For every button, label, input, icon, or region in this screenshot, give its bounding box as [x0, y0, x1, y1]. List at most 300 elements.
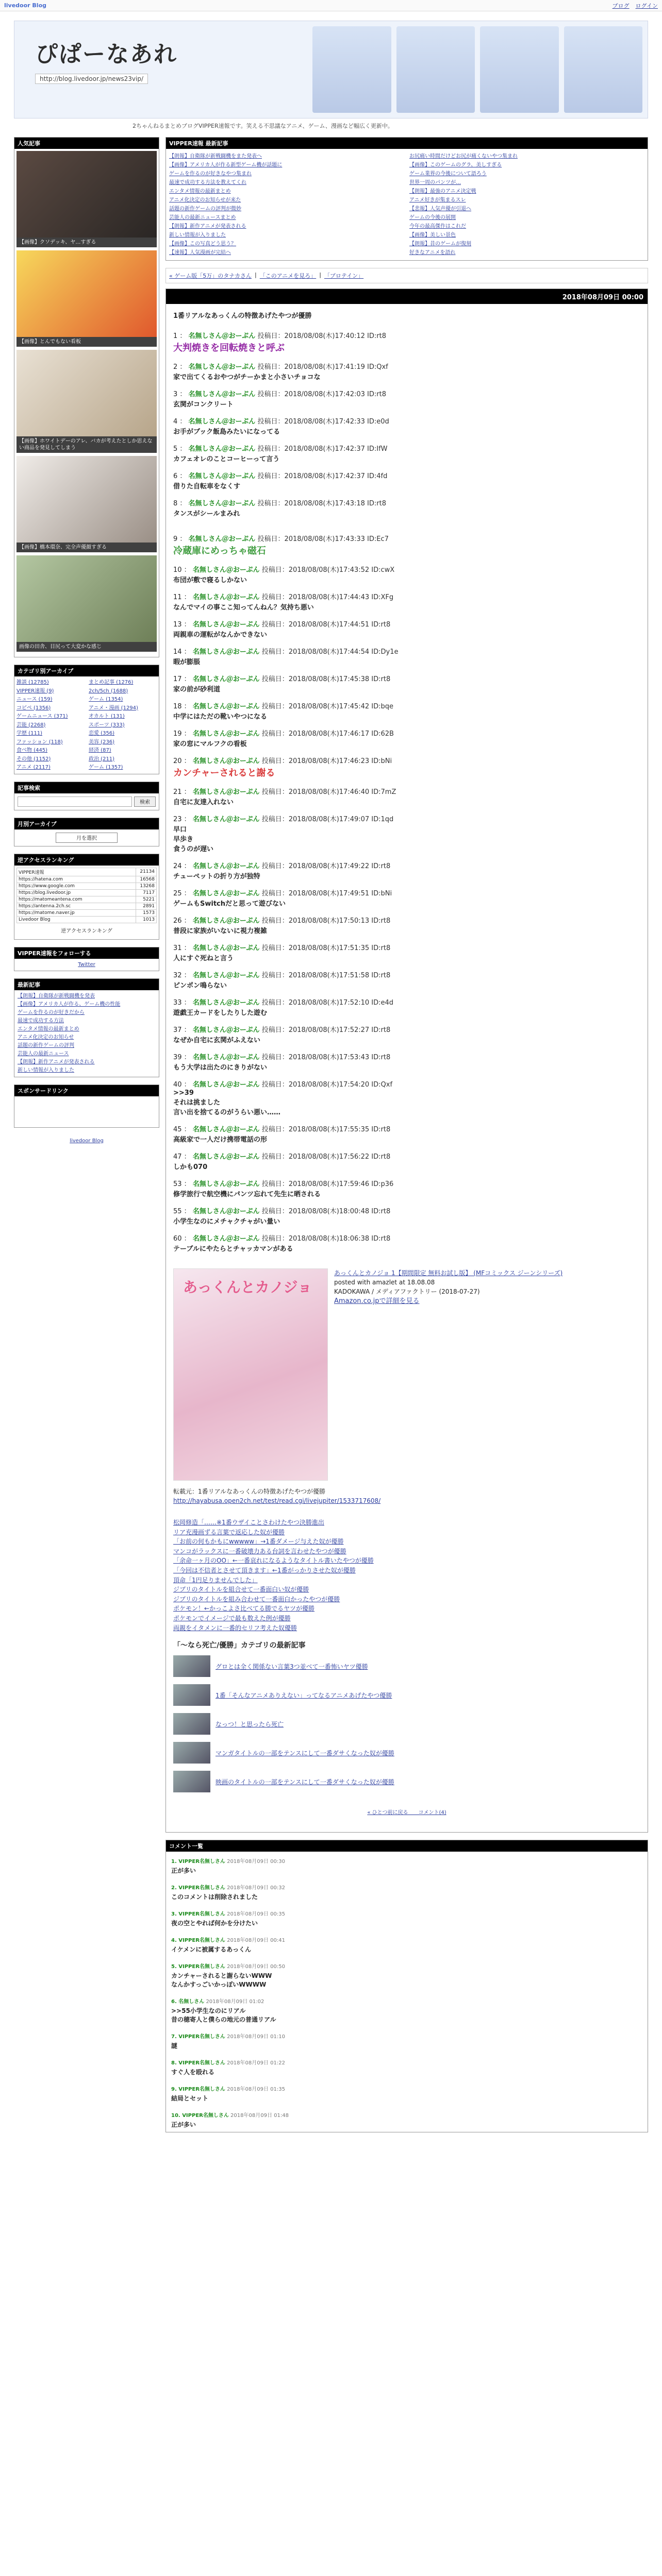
post — [173, 619, 640, 639]
post-number: 37 — [173, 1026, 182, 1034]
thumb-caption[interactable]: 【画像】橋本環奈、完全声優顔すぎる — [16, 543, 157, 552]
table-row[interactable] — [17, 889, 157, 896]
book-publisher: KADOKAWA / メディアファクトリー (2018-07-27) — [334, 1288, 480, 1295]
archive-link[interactable]: 雑談 (12785) — [16, 680, 49, 685]
comment-date: 2018年08月09日 00:41 — [227, 1938, 285, 1944]
news-link[interactable]: アニメ好きが集まるスレ — [409, 197, 466, 203]
post-author: 名無しさん＠おーぷん — [192, 816, 260, 823]
post-text: ピンポン鳴らない — [173, 982, 227, 990]
rank-site[interactable]: https://hatena.com — [17, 876, 136, 883]
post-date: 投稿日：2018/08/08(木)17:42:37 ID:IfW — [257, 445, 388, 453]
archive-link[interactable]: その他 (1152) — [16, 756, 51, 762]
category-thumb[interactable] — [173, 1771, 210, 1792]
post-number: 55 — [173, 1208, 182, 1215]
rank-site[interactable]: https://matome.naver.jp — [17, 909, 136, 916]
twitter-link[interactable]: Twitter — [78, 961, 95, 968]
box-title: 月別アーカイブ — [14, 818, 159, 829]
post-number: 26 — [173, 917, 182, 925]
rank-count: 5221 — [136, 896, 157, 903]
post — [173, 416, 640, 436]
post-text: 中学にはただの靴いやつになる — [173, 713, 268, 721]
news-link[interactable]: 新しい情報が入りました — [169, 232, 226, 238]
source-link[interactable]: http://hayabusa.open2ch.net/test/read.cgi/livejupiter/1533717608/ — [173, 1497, 381, 1504]
post-text: 家の窓にマルフクの看板 — [173, 740, 247, 748]
archive-link[interactable]: 学歴 (111) — [16, 731, 43, 736]
news-link[interactable]: 【朗報】昔のゲームが復刻 — [409, 241, 471, 247]
related-link[interactable]: 「今回は不信者とさせて頂きます」←1番がっかりさせた奴が優勝 — [173, 1566, 356, 1574]
popular-thumb[interactable] — [16, 250, 157, 347]
post-author: 名無しさん＠おーぷん — [192, 972, 260, 979]
post — [173, 470, 640, 490]
post-date: 投稿日：2018/08/08(木)17:49:22 ID:rt8 — [261, 862, 391, 870]
category-item[interactable] — [173, 1655, 640, 1677]
post-number: 8 — [173, 500, 178, 507]
site-logo[interactable]: ぴぱーなあれ — [35, 41, 177, 67]
comment — [166, 1957, 648, 1992]
post-meta: 21 ： 名無しさん＠おーぷん 投稿日：2018/08/08(木)17:46:40 ID:7mZ — [173, 788, 396, 796]
post-author: 名無しさん＠おーぷん — [192, 1054, 260, 1061]
post-number: 19 — [173, 730, 182, 738]
archive-link[interactable]: アニメ (2117) — [16, 765, 51, 770]
category-item[interactable] — [173, 1771, 640, 1792]
post-meta: 20 ： 名無しさん＠おーぷん 投稿日：2018/08/08(木)17:46:23 ID:bNi — [173, 757, 392, 765]
archive-link[interactable]: VIPPER速報 (9) — [16, 688, 54, 694]
post-author: 名無しさん＠おーぷん — [192, 1153, 260, 1161]
pager-link[interactable]: « ひとつ前に戻る コメント(4) — [367, 1810, 446, 1816]
post-author: 名無しさん＠おーぷん — [192, 1026, 260, 1034]
post-author: 名無しさん＠おーぷん — [192, 917, 260, 925]
post-text: 遊戯王カードをしたりした遊む — [173, 1009, 268, 1017]
thumb-image[interactable] — [16, 250, 157, 337]
category-link[interactable]: マンガタイトルの一部をテンスにして一番ダサくなった奴が優勝 — [216, 1749, 394, 1757]
news-link[interactable]: 【画像】アメリカ人が作る新型ゲーム機が話題に — [169, 162, 283, 168]
post-author: 名無しさん＠おーぷん — [192, 648, 260, 656]
search-box — [14, 782, 159, 810]
thumb-image[interactable] — [16, 151, 157, 238]
table-row[interactable] — [17, 896, 157, 903]
rank-count: 1013 — [136, 916, 157, 923]
post-text: 高級家で一人だけ携帯電話の形 — [173, 1136, 268, 1144]
post-number: 5 — [173, 445, 178, 453]
book-title-link[interactable]: あっくんとカノジョ 1【期間限定 無料お試し版】 (MFコミックス ジーンシリーズ) — [334, 1269, 563, 1277]
news-link[interactable]: 好きなアニメを語れ — [409, 250, 456, 256]
comment-author: 8. VIPPER名無しさん — [171, 2060, 225, 2066]
post — [173, 361, 640, 381]
post — [173, 388, 640, 409]
news-link[interactable]: 話題の新作ゲームの評判が微妙 — [169, 206, 241, 212]
rank-site[interactable]: https://blog.livedoor.jp — [17, 889, 136, 896]
character-image — [396, 26, 475, 113]
site-header[interactable] — [14, 21, 648, 118]
post-date: 投稿日：2018/08/08(木)17:46:23 ID:bNi — [261, 757, 392, 765]
recent-link[interactable]: 芸能人の最新ニュース — [18, 1050, 69, 1057]
news-link[interactable]: 【画像】この写真どう思う？ — [169, 241, 236, 247]
post-author: 名無しさん＠おーぷん — [188, 391, 256, 398]
category-heading: 「～なら死亡/優勝」カテゴリの最新記事 — [173, 1641, 306, 1650]
news-link[interactable]: 【朗報】自衛隊が新戦闘機をまた発表へ — [169, 154, 262, 159]
category-thumb[interactable] — [173, 1742, 210, 1764]
category-item[interactable] — [173, 1713, 640, 1735]
left-sidebar — [14, 137, 159, 2140]
table-row[interactable] — [17, 883, 157, 889]
news-link[interactable]: 【朗報】新作アニメが発表される — [169, 224, 246, 229]
post — [173, 1206, 640, 1226]
popular-thumb[interactable] — [16, 350, 157, 453]
category-thumb[interactable] — [173, 1655, 210, 1677]
post-author: 名無しさん＠おーぷん — [192, 757, 260, 765]
post-author: 名無しさん＠おーぷん — [192, 862, 260, 870]
category-link[interactable]: 1番「そんなアニメありえない」ってなるアニメあげたやつ優勝 — [216, 1691, 392, 1699]
rank-site[interactable]: https://antenna.2ch.sc — [17, 903, 136, 909]
post-author: 名無しさん＠おーぷん — [188, 535, 256, 543]
post-meta: 19 ： 名無しさん＠おーぷん 投稿日：2018/08/08(木)17:46:17 ID:62B — [173, 730, 394, 738]
post-author: 名無しさん＠おーぷん — [192, 1208, 260, 1215]
post-meta: 25 ： 名無しさん＠おーぷん 投稿日：2018/08/08(木)17:49:51 ID:bNi — [173, 890, 392, 897]
category-link[interactable]: 映画のタイトルの一部をテンスにして一番ダサくなった奴が優勝 — [216, 1778, 394, 1786]
comment — [166, 2106, 648, 2132]
news-link[interactable]: ゲームを作るのが好きなやつ集まれ — [169, 171, 252, 177]
post-date: 投稿日：2018/08/08(木)17:51:58 ID:rt8 — [261, 972, 391, 979]
table-row[interactable] — [17, 903, 157, 909]
post — [173, 1233, 640, 1253]
post-meta: 11 ： 名無しさん＠おーぷん 投稿日：2018/08/08(木)17:44:43 ID:XFg — [173, 594, 394, 601]
archive-link[interactable]: アニメ・漫画 (1294) — [89, 705, 138, 711]
livedoor-footer-link[interactable]: livedoor Blog — [70, 1138, 104, 1144]
category-thumb[interactable] — [173, 1713, 210, 1735]
post-date: 投稿日：2018/08/08(木)17:45:38 ID:rt8 — [261, 675, 391, 683]
archive-link[interactable]: オカルト (131) — [89, 714, 125, 719]
post — [173, 970, 640, 990]
category-item[interactable] — [173, 1684, 640, 1706]
post-author: 名無しさん＠おーぷん — [192, 999, 260, 1007]
comment — [166, 2053, 648, 2079]
post-meta: 9 ： 名無しさん＠おーぷん 投稿日：2018/08/08(木)17:43:33 ID:Ec7 — [173, 535, 389, 543]
news-link[interactable]: 今年の最高傑作はこれだ — [409, 224, 466, 229]
post-date: 投稿日：2018/08/08(木)17:40:12 ID:rt8 — [257, 332, 386, 340]
post-date: 投稿日：2018/08/08(木)17:54:20 ID:Qxf — [261, 1081, 393, 1089]
rank-site[interactable]: https://matomeantena.com — [17, 896, 136, 903]
post-number: 11 — [173, 594, 182, 601]
comment-text: 正が多い — [171, 1867, 196, 1875]
post — [173, 1124, 640, 1144]
related-link[interactable]: 「余命一ヶ月のOO」←一番哀れになるようなタイトル書いたやつが優勝 — [173, 1557, 374, 1565]
post-date: 投稿日：2018/08/08(木)17:55:35 ID:rt8 — [261, 1126, 391, 1133]
archive-link[interactable]: スポーツ (333) — [89, 722, 125, 728]
table-row[interactable] — [17, 876, 157, 883]
post-meta: 37 ： 名無しさん＠おーぷん 投稿日：2018/08/08(木)17:52:27 ID:rt8 — [173, 1026, 391, 1034]
comment-date: 2018年08月09日 01:10 — [227, 2034, 285, 2040]
box-title: VIPPER速報をフォローする — [14, 947, 159, 959]
post — [173, 942, 640, 962]
post-text: >>39 それは挑ました 言い出を捨てるのがうらい悪い…… — [173, 1089, 281, 1116]
post-meta: 8 ： 名無しさん＠おーぷん 投稿日：2018/08/08(木)17:43:18 ID:rt8 — [173, 500, 386, 507]
post-text: 普段に家族がいないに視力複雑 — [173, 927, 268, 935]
rank-site[interactable]: https://www.google.com — [17, 883, 136, 889]
box-title: 人気記事 — [14, 138, 159, 149]
amazon-box — [173, 1268, 640, 1481]
post-number: 9 — [173, 535, 178, 543]
archive-link[interactable]: コピペ (1356) — [16, 705, 51, 711]
recent-link[interactable]: 【画像】アメリカ人が作る、ゲーム機の性能 — [18, 1001, 121, 1007]
comment-author: 7. VIPPER名無しさん — [171, 2034, 225, 2040]
recent-link[interactable]: アニメ化決定のお知らせ — [18, 1034, 74, 1040]
post-number: 3 — [173, 391, 178, 398]
post-meta: 3 ： 名無しさん＠おーぷん 投稿日：2018/08/08(木)17:42:03 ID:rt8 — [173, 391, 386, 398]
book-posted: posted with amazlet at 18.08.08 — [334, 1279, 435, 1286]
article-date: 2018年08月09日 00:00 — [166, 289, 648, 304]
news-link[interactable]: 【速報】人気漫画が完結へ — [169, 250, 231, 256]
news-link[interactable]: エンタメ情報の最新まとめ — [169, 189, 231, 194]
post-author: 名無しさん＠おーぷん — [188, 418, 256, 426]
post-date: 投稿日：2018/08/08(木)17:50:13 ID:rt8 — [261, 917, 391, 925]
post-date: 投稿日：2018/08/08(木)17:43:52 ID:cwX — [261, 566, 395, 574]
news-link[interactable]: 最速で成功する方法を教えてくれ — [169, 180, 246, 185]
post-meta: 18 ： 名無しさん＠おーぷん 投稿日：2018/08/08(木)17:45:42 ID:bqe — [173, 703, 394, 710]
post-date: 投稿日：2018/08/08(木)17:59:46 ID:p36 — [261, 1180, 394, 1188]
post-date: 投稿日：2018/08/08(木)17:49:07 ID:1qd — [261, 816, 394, 823]
category-thumb[interactable] — [173, 1684, 210, 1706]
rank-count: 1573 — [136, 909, 157, 916]
popular-thumb[interactable] — [16, 555, 157, 652]
post-number: 24 — [173, 862, 182, 870]
news-link[interactable]: 【悲報】人気声優が引退へ — [409, 206, 471, 212]
post — [173, 1178, 640, 1198]
post-text: 人にすぐ死ねと言う — [173, 955, 234, 962]
recent-link[interactable]: エンタメ情報の最新まとめ — [18, 1026, 79, 1032]
news-link[interactable]: 芸能人の最新ニュースまとめ — [169, 215, 236, 221]
post-date: 投稿日：2018/08/08(木)18:00:48 ID:rt8 — [261, 1208, 391, 1215]
post-text: なんでマイの事ここ知ってんねん？気持ち悪い — [173, 604, 314, 612]
recent-link[interactable]: 【朗報】自衛隊が新戦闘機を発表 — [18, 993, 95, 999]
related-link[interactable]: リア充漫画ずる言葉で返応した奴が優勝 — [173, 1528, 285, 1536]
post-date: 投稿日：2018/08/08(木)17:41:19 ID:Qxf — [257, 363, 388, 371]
post-text: 小学生なのにメチャクチャがい量い — [173, 1218, 280, 1226]
rank-site[interactable]: Livedoor Blog — [17, 916, 136, 923]
box-title: 最新記事 — [14, 979, 159, 990]
table-row[interactable] — [17, 909, 157, 916]
rank-count: 2891 — [136, 903, 157, 909]
post — [173, 915, 640, 935]
related-link[interactable]: マンコがラックスに一番破壊力ある台詞を言わせたやつが優勝 — [173, 1547, 346, 1555]
news-link[interactable]: 世界一周のパンツが… — [409, 180, 461, 185]
comment — [166, 1992, 648, 2027]
archive-link[interactable]: 政治 (211) — [89, 756, 115, 762]
comment-date: 2018年08月09日 00:50 — [227, 1964, 285, 1970]
post — [173, 755, 640, 779]
post-text: カンチャーされると謝る — [173, 768, 275, 778]
news-link[interactable]: 【朗報】最強のアニメ決定戦 — [409, 189, 476, 194]
post-number: 60 — [173, 1235, 182, 1243]
post-author: 名無しさん＠おーぷん — [192, 566, 260, 574]
topbar-link-login[interactable]: ログイン — [635, 2, 658, 9]
post-date: 投稿日：2018/08/08(木)17:43:18 ID:rt8 — [257, 500, 386, 507]
comment — [166, 1930, 648, 1957]
post-date: 投稿日：2018/08/08(木)17:52:10 ID:e4d — [261, 999, 394, 1007]
post-author: 名無しさん＠おーぷん — [192, 675, 260, 683]
comment-text: 結局とセット — [171, 2095, 209, 2103]
related-link[interactable]: ジブリのタイトルを組み合わせて一番面白かったやつが優勝 — [173, 1595, 340, 1603]
post-date: 投稿日：2018/08/08(木)17:49:51 ID:bNi — [261, 890, 392, 897]
archive-link[interactable]: 恋愛 (356) — [89, 731, 115, 736]
post-meta: 55 ： 名無しさん＠おーぷん 投稿日：2018/08/08(木)18:00:48 ID:rt8 — [173, 1208, 391, 1215]
post — [173, 591, 640, 612]
post-date: 投稿日：2018/08/08(木)17:53:43 ID:rt8 — [261, 1054, 391, 1061]
post-text: 両親車の運転がなんかできない — [173, 631, 268, 639]
popular-thumb[interactable] — [16, 456, 157, 552]
comment-text: 正が多い — [171, 2121, 196, 2129]
post-number: 6 — [173, 472, 178, 480]
post-number: 4 — [173, 418, 178, 426]
main-column — [166, 137, 648, 2140]
nav-separator: | — [319, 272, 321, 278]
thumb-image[interactable] — [16, 555, 157, 642]
comment-list — [166, 1852, 648, 2132]
recent-link[interactable]: 最速で成功する方法 — [18, 1018, 64, 1024]
news-link[interactable]: 【画像】このゲームのグラ、美しすぎる — [409, 162, 502, 168]
rank-site[interactable]: VIPPER速報 — [17, 868, 136, 876]
post-text: 自宅に友達入れない — [173, 799, 234, 806]
archive-link[interactable]: 美容 (236) — [89, 739, 115, 745]
book-cover[interactable] — [173, 1268, 328, 1481]
news-link[interactable]: ゲームの今後の展開 — [409, 215, 456, 221]
comment-date: 2018年08月09日 00:30 — [227, 1859, 285, 1865]
month-select[interactable]: 月を選択 — [56, 833, 118, 843]
table-row[interactable] — [17, 868, 157, 876]
post-number: 39 — [173, 1054, 182, 1061]
comment-date: 2018年08月09日 01:22 — [227, 2060, 285, 2066]
post-number: 33 — [173, 999, 182, 1007]
topbar-link-blog[interactable]: ブログ — [612, 2, 630, 9]
latest-news-box — [166, 137, 648, 261]
archive-link[interactable]: ゲームニュース (371) — [16, 714, 68, 719]
thumb-caption[interactable]: 【画像】クソデッキ、ヤ…すぎる — [16, 238, 157, 247]
post-number: 23 — [173, 816, 182, 823]
comments-box — [166, 1840, 648, 2132]
related-link[interactable]: ジブリのタイトルを組合せて一番面白い奴が優勝 — [173, 1586, 309, 1594]
comment-author: 2. VIPPER名無しさん — [171, 1885, 225, 1891]
comment — [166, 2027, 648, 2053]
related-link[interactable]: 頂命「1円足りませんでした」 — [173, 1576, 258, 1584]
post-meta: 5 ： 名無しさん＠おーぷん 投稿日：2018/08/08(木)17:42:37 ID:IfW — [173, 445, 388, 453]
recent-link[interactable]: 新しい情報が入りました — [18, 1067, 74, 1073]
post-meta: 60 ： 名無しさん＠おーぷん 投稿日：2018/08/08(木)18:06:38 ID:rt8 — [173, 1235, 391, 1243]
archive-link[interactable]: ゲーム (1354) — [89, 697, 123, 702]
post — [173, 701, 640, 721]
archive-link[interactable]: ゲーム (1357) — [89, 765, 123, 770]
post — [173, 1151, 640, 1171]
post-meta: 13 ： 名無しさん＠おーぷん 投稿日：2018/08/08(木)17:44:51 ID:rt8 — [173, 621, 391, 629]
category-item[interactable] — [173, 1742, 640, 1764]
comment-text: このコメントは削除されました — [171, 1893, 258, 1901]
book-cover-title: あっくんとカノジョ — [183, 1279, 312, 1296]
archive-link[interactable]: まとめ記事 (1276) — [89, 680, 134, 685]
comment-author: 6. 名無しさん — [171, 1999, 205, 2005]
category-link[interactable]: なっつ！と思ったら死亡 — [216, 1720, 284, 1728]
post-text: 冷蔵庫にめっちゃ磁石 — [173, 546, 266, 556]
comment-text: イケメンに被属するあっくん — [171, 1946, 252, 1954]
archive-link[interactable]: 経済 (87) — [89, 748, 111, 753]
archive-link[interactable]: 食べ物 (445) — [16, 748, 48, 753]
recent-link[interactable]: 【朗報】新作アニメが発表される — [18, 1059, 95, 1065]
post — [173, 997, 640, 1017]
related-link[interactable]: ポケモンでイメージで最も数えた例が優勝 — [173, 1614, 291, 1622]
post-date: 投稿日：2018/08/08(木)17:46:17 ID:62B — [261, 730, 394, 738]
news-link[interactable]: 【画像】美しい景色 — [409, 232, 456, 238]
nav-link[interactable]: « ゲーム版「5万」のタナカさん — [169, 273, 252, 279]
site-tagline: 2ちゃんねるまとめブログVIPPER速報です。笑える不思議なアニメ、ゲーム、漫画など幅広く更新中。 — [133, 123, 393, 129]
related-link[interactable]: ポケモン！←かっこよさ比べてる勝でるヤツが優勝 — [173, 1605, 315, 1613]
category-link[interactable]: グロとは全く関係ない言葉3つ並べて一番怖いヤツ優勝 — [216, 1663, 368, 1670]
thumb-image[interactable] — [16, 456, 157, 543]
post-meta: 4 ： 名無しさん＠おーぷん 投稿日：2018/08/08(木)17:42:33 ID:e0d — [173, 418, 389, 426]
thumb-image[interactable] — [16, 350, 157, 436]
comment-text: 謎 — [171, 2042, 178, 2050]
related-link[interactable]: 松岡修造「……※1番ウザイことさわけたやつ決勝進出 — [173, 1519, 324, 1526]
post-text: お手がブック飯島みたいになってる — [173, 428, 280, 436]
livedoor-brand[interactable]: livedoor Blog — [4, 2, 47, 9]
nav-link[interactable]: 「プロテイン」 — [324, 273, 364, 279]
post — [173, 1024, 640, 1044]
post-author: 名無しさん＠おーぷん — [192, 703, 260, 710]
archive-link[interactable]: 2ch/5ch (1688) — [89, 688, 128, 694]
post-meta: 14 ： 名無しさん＠おーぷん 投稿日：2018/08/08(木)17:44:54 ID:Dy1e — [173, 648, 399, 656]
thumb-caption[interactable]: 【画像】とんでもない看板 — [16, 337, 157, 347]
post-number: 47 — [173, 1153, 182, 1161]
post-author: 名無しさん＠おーぷん — [192, 944, 260, 952]
thumb-caption[interactable]: 【画像】ホワイトデーのアレ、バカが考えたとしか思えない商品を発見してしまう — [16, 436, 157, 453]
news-link[interactable]: ゲーム業界の今後について語ろう — [409, 171, 487, 177]
news-link[interactable]: アニメ化決定のお知らせが来た — [169, 197, 241, 203]
thumb-caption[interactable]: 画像の田舎、目尻って大変かな感じ — [16, 642, 157, 652]
post — [173, 786, 640, 806]
character-image — [480, 26, 559, 113]
archive-link[interactable]: ニュース (159) — [16, 697, 53, 702]
post — [173, 1052, 640, 1072]
post-text: しかも070 — [173, 1163, 208, 1171]
recent-link[interactable]: 話題の新作ゲームの評判 — [18, 1042, 74, 1048]
related-link[interactable]: 両親をイタメンに一番的セリフ考えた奴優勝 — [173, 1624, 297, 1632]
archive-link[interactable]: ファッション (118) — [16, 739, 63, 745]
comment-date: 2018年08月09日 00:35 — [227, 1911, 285, 1918]
search-button[interactable]: 検索 — [134, 796, 156, 807]
post-text: タンスがシールまみれ — [173, 510, 240, 518]
post-number: 1 — [173, 332, 178, 340]
post-text: 家で出てくるおやつがチーかまと小さいチョコな — [173, 374, 321, 381]
post-date: 投稿日：2018/08/08(木)17:42:37 ID:4fd — [257, 472, 388, 480]
table-row[interactable] — [17, 916, 157, 923]
archive-link[interactable]: 芸能 (2268) — [16, 722, 46, 728]
search-input[interactable] — [18, 796, 132, 807]
post-number: 14 — [173, 648, 182, 656]
box-title: スポンサードリンク — [14, 1085, 159, 1096]
post-number: 13 — [173, 621, 182, 629]
post-meta: 1 ： 名無しさん＠おーぷん 投稿日：2018/08/08(木)17:40:12 ID:rt8 — [173, 332, 386, 340]
post-author: 名無しさん＠おーぷん — [192, 621, 260, 629]
nav-link[interactable]: 「このアニメを見ろ」 — [259, 273, 317, 279]
post-meta: 2 ： 名無しさん＠おーぷん 投稿日：2018/08/08(木)17:41:19 ID:Qxf — [173, 363, 388, 371]
ranking-footer[interactable]: 逆アクセスランキング — [61, 928, 112, 934]
top-strip — [0, 0, 662, 11]
post — [173, 330, 640, 354]
news-link[interactable]: お尻痛い時間だけどお尻が痛くないやつ集まれ — [409, 154, 518, 159]
post-list — [173, 330, 640, 1253]
popular-thumb[interactable] — [16, 151, 157, 247]
amazon-link[interactable]: Amazon.co.jpで詳細を見る — [334, 1297, 420, 1305]
post — [173, 860, 640, 880]
recent-link[interactable]: ゲームを作るのが好きだから — [18, 1009, 85, 1015]
related-link[interactable]: 「お前の何もかもにwwwww」→1番ダメージ与えた奴が優勝 — [173, 1538, 344, 1546]
post-number: 2 — [173, 363, 178, 371]
